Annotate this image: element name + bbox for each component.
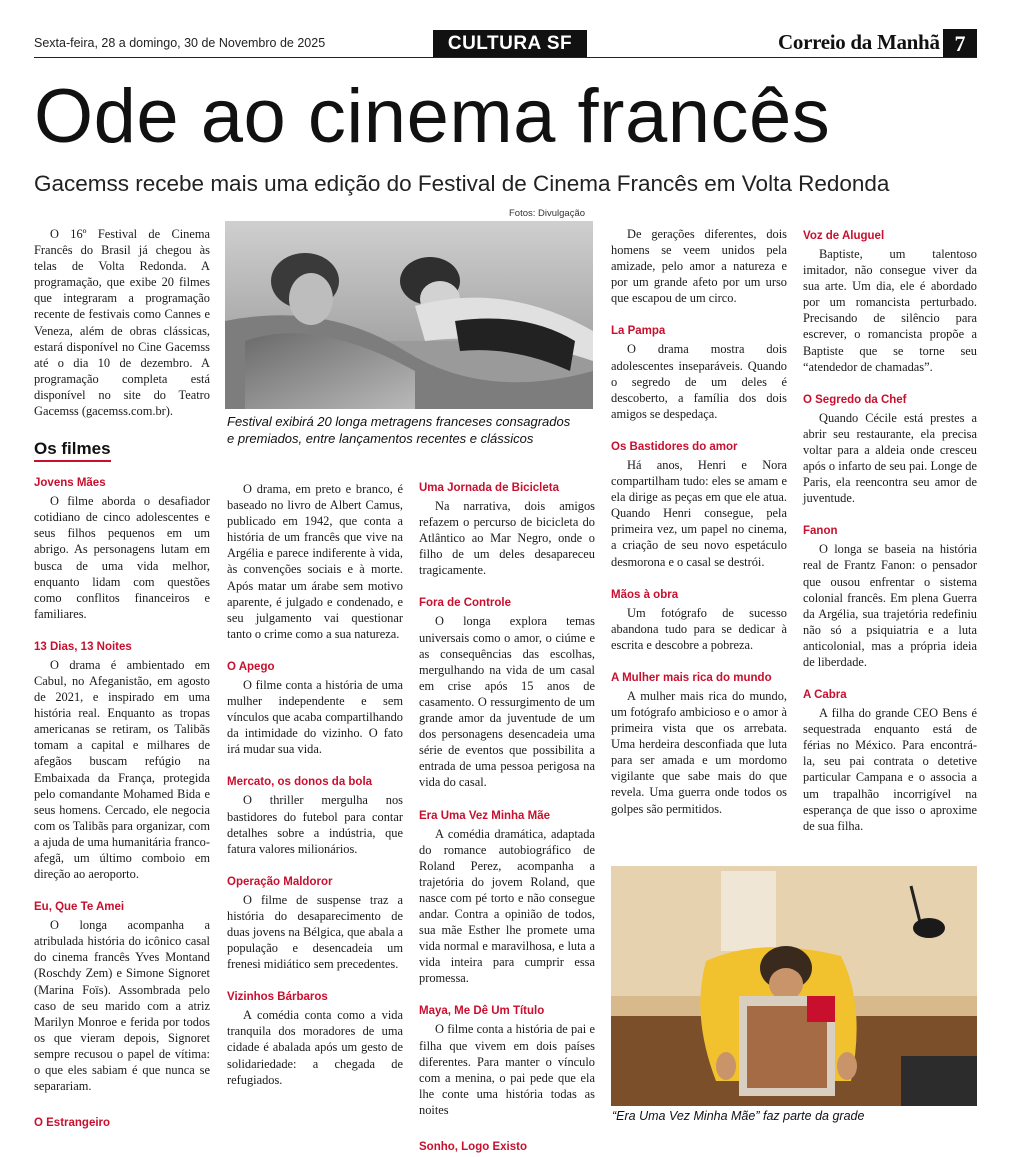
film-synopsis: Baptiste, um talentoso imitador, não consegue viver da sua arte. Um dia, ele é abordado por um romancista perturbado. Precisando de silêncio para escrever, o romancista propõe a Baptiste que se torne seu “atendedor de chamadas”. xyxy=(803,247,977,374)
film-synopsis: O drama, em preto e branco, é baseado no livro de Albert Camus, publicado em 1942, que conta a história de um francês que vive na Argélia e parece indiferente à vida, às convenções sociais e à morte. Após matar um árabe sem motivo aparente, é julgado e condenado, e seu julgamento vai questionar tanto o crime como a sua natureza. xyxy=(227,482,403,641)
header-rule xyxy=(34,57,977,58)
film-synopsis: O filme conta a história de pai e filha que vivem em dois países diferentes. Para manter o vínculo com a menina, o pai pede que ela lhe conte uma história todas as noites xyxy=(419,1022,595,1117)
film-title: Os Bastidores do amor xyxy=(611,440,738,453)
film-title: O Segredo da Chef xyxy=(803,393,907,406)
boy-reading-illustration xyxy=(611,866,977,1106)
films-heading: Os filmes xyxy=(34,439,111,462)
film-synopsis: O filme conta a história de uma mulher independente e sem vínculos que acaba compartilhando da intimidade do vizinho. O fato irá mudar sua vida. xyxy=(227,677,403,757)
film-title: Fanon xyxy=(803,525,838,538)
film-synopsis: O filme de suspense traz a história do desaparecimento de duas jovens na Bélgica, que abala a população e desencadeia um frenesi midiático sem precedentes. xyxy=(227,892,403,972)
couple-photo-illustration xyxy=(225,221,593,409)
film-synopsis: O thriller mergulha nos bastidores do futebol para contar detalhes sobre a indústria, que fatura valores milionários. xyxy=(227,793,403,856)
headline: Ode ao cinema francês xyxy=(34,74,831,159)
subheadline: Gacemss recebe mais uma edição do Festival de Cinema Francês em Volta Redonda xyxy=(34,171,890,196)
film-title: Mercato, os donos da bola xyxy=(227,776,373,789)
photo-caption: “Era Uma Vez Minha Mãe” faz parte da grade xyxy=(612,1109,865,1123)
film-synopsis: O longa acompanha a atribulada história do icônico casal do cinema francês Yves Montand (Roschdy Zem) e Simone Signoret (Marina Foïs). Assombrada pelo caso de seu marido com a atriz Marilyn Monroe e ferida por todos os que vieram depois, Signoret sempre recusou o papel de vítima: o que eles sabiam é que nunca se separariam. xyxy=(34,918,210,1094)
section-label: CULTURA SF xyxy=(433,30,587,57)
film-title: Jovens Mães xyxy=(34,477,106,490)
column-3 xyxy=(419,481,595,1157)
film-synopsis: O longa explora temas universais como o amor, o ciúme e as consequências das escolhas, mergulhando na vida de um casal em crise após 15 anos de casamento. O ressurgimento de um grande amor da juventude de um dos personagens desencadeia uma série de eventos que possibilita a entrada de uma pessoa perigosa na vida do casal. xyxy=(419,614,595,790)
film-synopsis: De gerações diferentes, dois homens se veem unidos pela amizade, pelo amor a natureza e por um grande afeto por um urso que escapou de um circo. xyxy=(611,227,787,306)
film-title: La Pampa xyxy=(611,325,666,338)
film-title: O Estrangeiro xyxy=(34,1117,111,1130)
column-2 xyxy=(227,481,403,1088)
film-synopsis: Um fotógrafo de sucesso abandona tudo para se dedicar à escrita e descobre a pobreza. xyxy=(611,605,787,652)
photo-caption: Festival exibirá 20 longa metragens franceses consagrados e premiados, entre lançamentos recentes e clássicos xyxy=(227,414,571,446)
film-synopsis: O drama é ambientado em Cabul, no Afeganistão, em agosto de 2021, e inspirado em uma história real. Enquanto as tropas americanas se retiram, os Talibãs tomam a capital e milhares de afegãos buscam refúgio na Embaixada da França, protegida pelo comandante Mohamed Bida e seus homens. Cercado, ele negocia com os Talibãs para organizar, com a ajuda de uma humanitária franco-afegã, um último comboio em direção ao aeroporto. xyxy=(34,657,210,882)
film-synopsis: Quando Cécile está prestes a abrir seu restaurante, ela precisa voltar para a aldeia onde cresceu após o infarto de seu pai. Longe de Paris, ela reencontra seu amor de juventude. xyxy=(803,410,977,506)
film-title: Eu, Que Te Amei xyxy=(34,901,125,914)
boy-reading-photo xyxy=(611,866,977,1106)
film-title: A Cabra xyxy=(803,689,847,702)
film-synopsis: O filme aborda o desafiador cotidiano de cinco adolescentes e seus filhos pequenos em um abrigo. As personagens lutam em busca de uma vida melhor, enquanto lidam com questões como conflitos financeiros e familiares. xyxy=(34,494,210,621)
film-title: Era Uma Vez Minha Mãe xyxy=(419,809,551,822)
film-title: Sonho, Logo Existo xyxy=(419,1141,527,1153)
film-title: Fora de Controle xyxy=(419,597,512,610)
newspaper-name: Correio da Manhã xyxy=(778,30,940,54)
film-synopsis: Há anos, Henri e Nora compartilham tudo: eles se amam e ela dirige as peças em que ele atua. Quando Henri consegue, pela primeira vez, um papel no cinema, a criação de seu novo espetáculo desmorona e o casal se destrói. xyxy=(611,457,787,569)
film-title: A Mulher mais rica do mundo xyxy=(611,671,772,684)
film-title: Operação Maldoror xyxy=(227,875,333,888)
issue-date: Sexta-feira, 28 a domingo, 30 de Novembro de 2025 xyxy=(34,36,326,50)
photo-credit: Fotos: Divulgação xyxy=(509,208,586,219)
film-synopsis: A mulher mais rica do mundo, um fotógrafo ambicioso e o amor à primeira vista que os arrebata. Uma herdeira desconfiada que luta para ser amada e um mordomo vigilante que sabe mais do que revela. Uma guerra onde todos os golpes são permitidos. xyxy=(611,688,787,816)
film-synopsis: O drama mostra dois adolescentes inseparáveis. Quando o segredo de um deles é descoberto, a família dos dois amigos se despedaça. xyxy=(611,342,787,421)
film-synopsis: A comédia conta como a vida tranquila dos moradores de uma cidade é abalada após um gesto de solidariedade: a chegada de refugiados. xyxy=(227,1008,403,1087)
film-title: Mãos à obra xyxy=(611,588,679,601)
film-synopsis: O longa se baseia na história real de Frantz Fanon: o pensador que ousou enfrentar o sistema colonial francês. Em plena Guerra da Argélia, sua trajetória redefiniu não só a psiquiatria e a luta anticolonial, mas a própria ideia de liberdade. xyxy=(803,542,977,669)
film-title: 13 Dias, 13 Noites xyxy=(34,640,132,653)
page-number: 7 xyxy=(943,29,977,58)
film-synopsis: Na narrativa, dois amigos refazem o percurso de bicicleta do Atlântico ao Mar Negro, onde o filho de um deles desapareceu tragicamente. xyxy=(419,499,595,578)
column-4 xyxy=(611,226,787,817)
film-title: Maya, Me Dê Um Título xyxy=(419,1005,545,1018)
couple-photo xyxy=(225,221,593,409)
column-1 xyxy=(34,226,210,1133)
film-title: O Apego xyxy=(227,660,275,673)
film-title: Voz de Aluguel xyxy=(803,230,885,242)
intro-paragraph: O 16º Festival de Cinema Francês do Brasil já chegou às telas de Volta Redonda. A programação, que exibe 20 filmes que integraram a programação recente de festivais como Cannes e Veneza, além de obras clássicas, estará disponível no Cine Gacemss até o dia 10 de dezembro. A programação completa está disponível no site do Teatro Gacemss (gacemss.com.br). xyxy=(34,227,210,419)
film-synopsis: A comédia dramática, adaptada do romance autobiográfico de Roland Perez, acompanha a trajetória do jovem Roland, que nasce com pé torto e não consegue andar. Contra a opinião de todos, sua mãe Esther lhe promete uma vida normal e maravilhosa, e luta a vida inteira para cumprir essa promessa. xyxy=(419,826,595,986)
column-5 xyxy=(803,229,977,834)
film-title: Uma Jornada de Bicicleta xyxy=(419,482,559,494)
film-synopsis: A filha do grande CEO Bens é sequestrada enquanto está de férias no México. Para encontrá-la, seu pai contrata o detetive particular Campana e o associa a um trapalhão incorrigível na esperança de que isso o aproxime de sua filha. xyxy=(803,706,977,833)
film-title: Vizinhos Bárbaros xyxy=(227,991,328,1004)
